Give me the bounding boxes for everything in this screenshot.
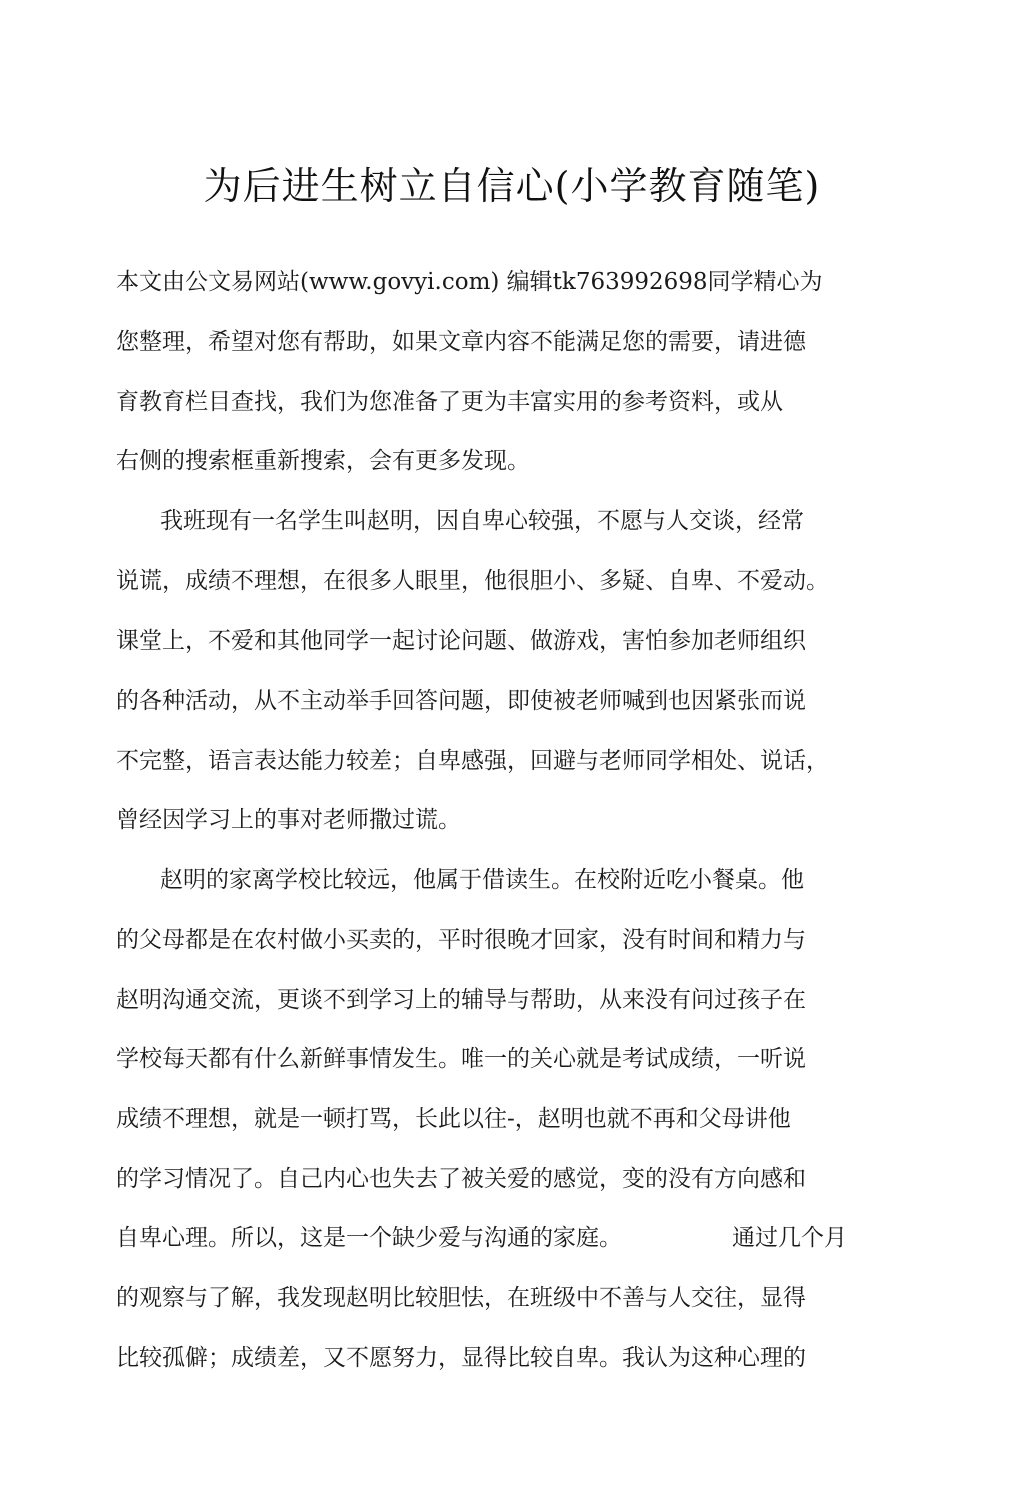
p1-line-3: 课堂上，不爱和其他同学一起讨论问题、做游戏，害怕参加老师组织 xyxy=(116,628,806,654)
p1-line-5: 不完整，语言表达能力较差；自卑感强，回避与老师同学相处、说话， xyxy=(116,748,829,774)
p2-line-5: 成绩不理想，就是一顿打骂，长此以往-，赵明也就不再和父母讲他 xyxy=(116,1106,791,1132)
p3-line-1: 的观察与了解，我发现赵明比较胆怯，在班级中不善与人交往，显得 xyxy=(116,1285,806,1311)
p2-line-7 xyxy=(116,1222,847,1254)
p1-line-1: 我班现有一名学生叫赵明，因自卑心较强，不愿与人交谈，经常 xyxy=(160,508,804,534)
p1-line-2: 说谎，成绩不理想，在很多人眼里，他很胆小、多疑、自卑、不爱动。 xyxy=(116,568,829,594)
p1-line-6: 曾经因学习上的事对老师撒过谎。 xyxy=(116,807,461,833)
intro-line-1: 本文由公文易网站(www.govyi.com) 编辑tk763992698同学精心为 xyxy=(116,269,823,295)
p2-line-4: 学校每天都有什么新鲜事情发生。唯一的关心就是考试成绩，一听说 xyxy=(116,1046,806,1072)
p2-line-6: 的学习情况了。自己内心也失去了被关爱的感觉，变的没有方向感和 xyxy=(116,1166,806,1192)
p1-line-4: 的各种活动，从不主动举手回答问题，即使被老师喊到也因紧张而说 xyxy=(116,688,806,714)
p2-line-1: 赵明的家离学校比较远，他属于借读生。在校附近吃小餐桌。他 xyxy=(160,867,804,893)
document-title: 为后进生树立自信心(小学教育随笔) xyxy=(203,164,821,208)
intro-line-4: 右侧的搜索框重新搜索，会有更多发现。 xyxy=(116,448,530,474)
p2-line-2: 的父母都是在农村做小买卖的，平时很晚才回家，没有时间和精力与 xyxy=(116,927,806,953)
p2-line-7-text: 自卑心理。所以，这是一个缺少爱与沟通的家庭。 xyxy=(116,1225,622,1251)
intro-line-2: 您整理，希望对您有帮助，如果文章内容不能满足您的需要，请进德 xyxy=(116,329,806,355)
p3-line-start: 通过几个月 xyxy=(732,1225,847,1251)
p3-line-2: 比较孤僻；成绩差，又不愿努力，显得比较自卑。我认为这种心理的 xyxy=(116,1345,806,1371)
p2-line-3: 赵明沟通交流，更谈不到学习上的辅导与帮助，从来没有问过孩子在 xyxy=(116,987,806,1013)
intro-line-3: 育教育栏目查找，我们为您准备了更为丰富实用的参考资料，或从 xyxy=(116,389,783,415)
